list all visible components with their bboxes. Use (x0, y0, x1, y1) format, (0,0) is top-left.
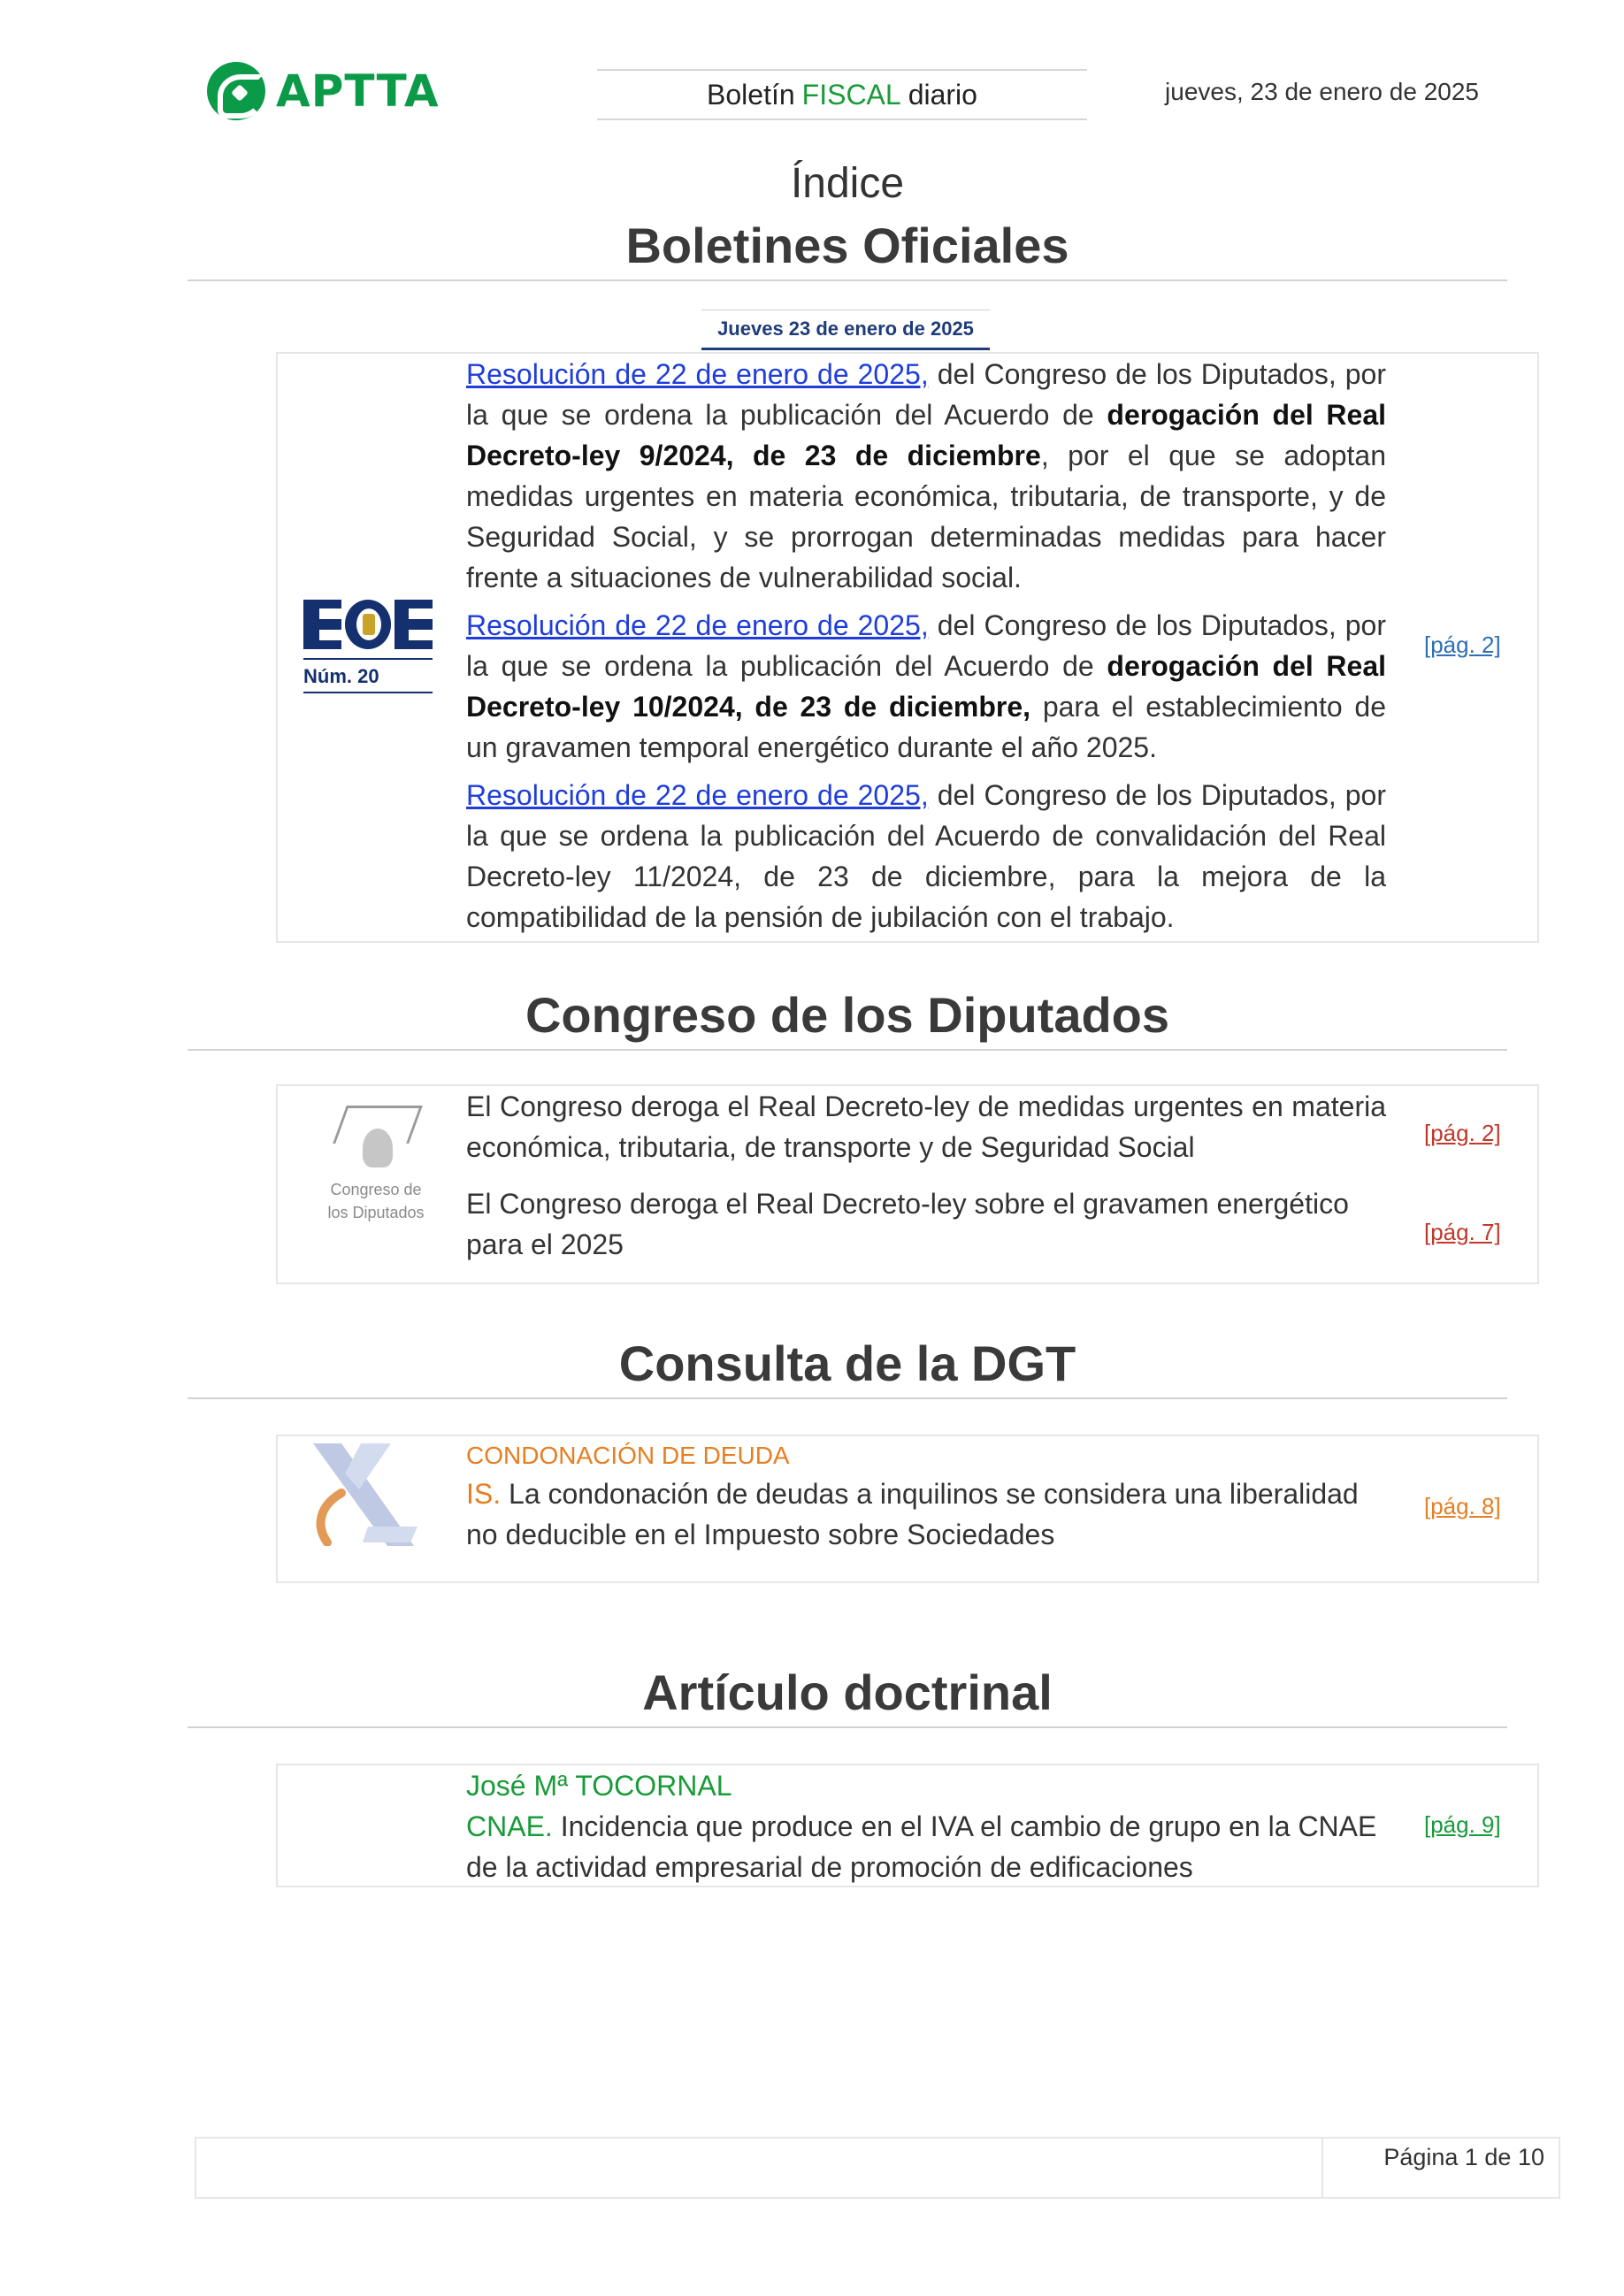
congreso-logo-line2: los Diputados (327, 1204, 425, 1221)
section-title-dgt: Consulta de la DGT (188, 1330, 1507, 1399)
page-number: Página 1 de 10 (1383, 2144, 1544, 2170)
boletines-entries (466, 354, 1386, 938)
bulletin-title (597, 69, 1087, 120)
dgt-text: IS. La condonación de deudas a inquilinos se considera una liberalidad no deducible en el Impuesto sobre Sociedades (466, 1478, 1359, 1550)
boe-entry: Resolución de 22 de enero de 2025, del Congreso de los Diputados, por la que se ordena la publicación del Acuerdo de convalidación del Real Decreto-ley 11/2024, de 23 de diciembre, para la mejora de la compatibilidad de la pensión de jubilación con el trabajo. (466, 779, 1387, 933)
boe-entry: Resolución de 22 de enero de 2025, del Congreso de los Diputados, por la que se ordena la publicación del Acuerdo de derogación del Real Decreto-ley 9/2024, de 23 de diciembre, por el que se adoptan medidas urgentes en materia económica, tributaria, de transporte, y de Seguridad Social, y se prorrogan determinadas medidas para hacer frente a situaciones de vulnerabilidad social. (466, 358, 1387, 593)
congreso-building-icon (336, 1097, 416, 1176)
header-date: jueves, 23 de enero de 2025 (1165, 78, 1479, 105)
aptta-logo-icon (207, 62, 265, 120)
index-title: Índice (790, 160, 905, 207)
bulletin-accent: FISCAL (801, 78, 901, 111)
aptta-logo-text: APTTA (276, 65, 440, 117)
boe-entry-link[interactable]: Resolución de 22 de enero de 2025, (466, 779, 929, 811)
dgt-entry (466, 1438, 1386, 1555)
articulo-entry (466, 1765, 1386, 1887)
bulletin-prefix: Boletín (707, 78, 795, 111)
boe-logo-icon (303, 600, 433, 649)
boe-entry-link[interactable]: Resolución de 22 de enero de 2025, (466, 609, 929, 641)
congreso-logo (318, 1097, 433, 1238)
boe-entry: Resolución de 22 de enero de 2025, del Congreso de los Diputados, por la que se ordena la publicación del Acuerdo de derogación del Real Decreto-ley 10/2024, de 23 de diciembre, para el establecimiento de un gravamen temporal energético durante el año 2025. (466, 609, 1387, 763)
dgt-category: CONDONACIÓN DE DEUDA (466, 1442, 790, 1469)
aptta-logo (207, 60, 440, 122)
section-title-boletines: Boletines Oficiales (188, 212, 1507, 281)
dgt-page-link[interactable]: [pág. 8] (1424, 1493, 1501, 1519)
aeat-logo-icon (306, 1443, 421, 1546)
articulo-author: José Mª TOCORNAL (466, 1770, 732, 1802)
boe-entry-link[interactable]: Resolución de 22 de enero de 2025, (466, 358, 929, 390)
boe-number: Núm. 20 (303, 665, 433, 693)
boletines-page-link[interactable]: [pág. 2] (1424, 631, 1501, 658)
bulletin-suffix: diario (908, 78, 977, 111)
congreso-page-link[interactable]: [pág. 7] (1424, 1219, 1501, 1245)
footer-box (195, 2137, 1560, 2199)
congreso-logo-line1: Congreso de (330, 1181, 422, 1198)
congreso-item: El Congreso deroga el Real Decreto-ley sobre el gravamen energético para el 2025 (466, 1188, 1349, 1260)
footer-separator (1321, 2137, 1323, 2199)
articulo-text: CNAE. Incidencia que produce en el IVA el cambio de grupo en la CNAE de la actividad empresarial de promoción de edificaciones (466, 1810, 1377, 1883)
date-badge: Jueves 23 de enero de 2025 (701, 310, 990, 350)
congreso-item: El Congreso deroga el Real Decreto-ley de medidas urgentes en materia económica, tributaria, de transporte y de Seguridad Social (466, 1091, 1386, 1163)
articulo-page-link[interactable]: [pág. 9] (1424, 1811, 1501, 1838)
boe-logo (303, 600, 433, 709)
congreso-page-link[interactable]: [pág. 2] (1424, 1120, 1501, 1146)
section-title-articulo: Artículo doctrinal (188, 1659, 1507, 1728)
section-title-congreso: Congreso de los Diputados (188, 982, 1507, 1051)
